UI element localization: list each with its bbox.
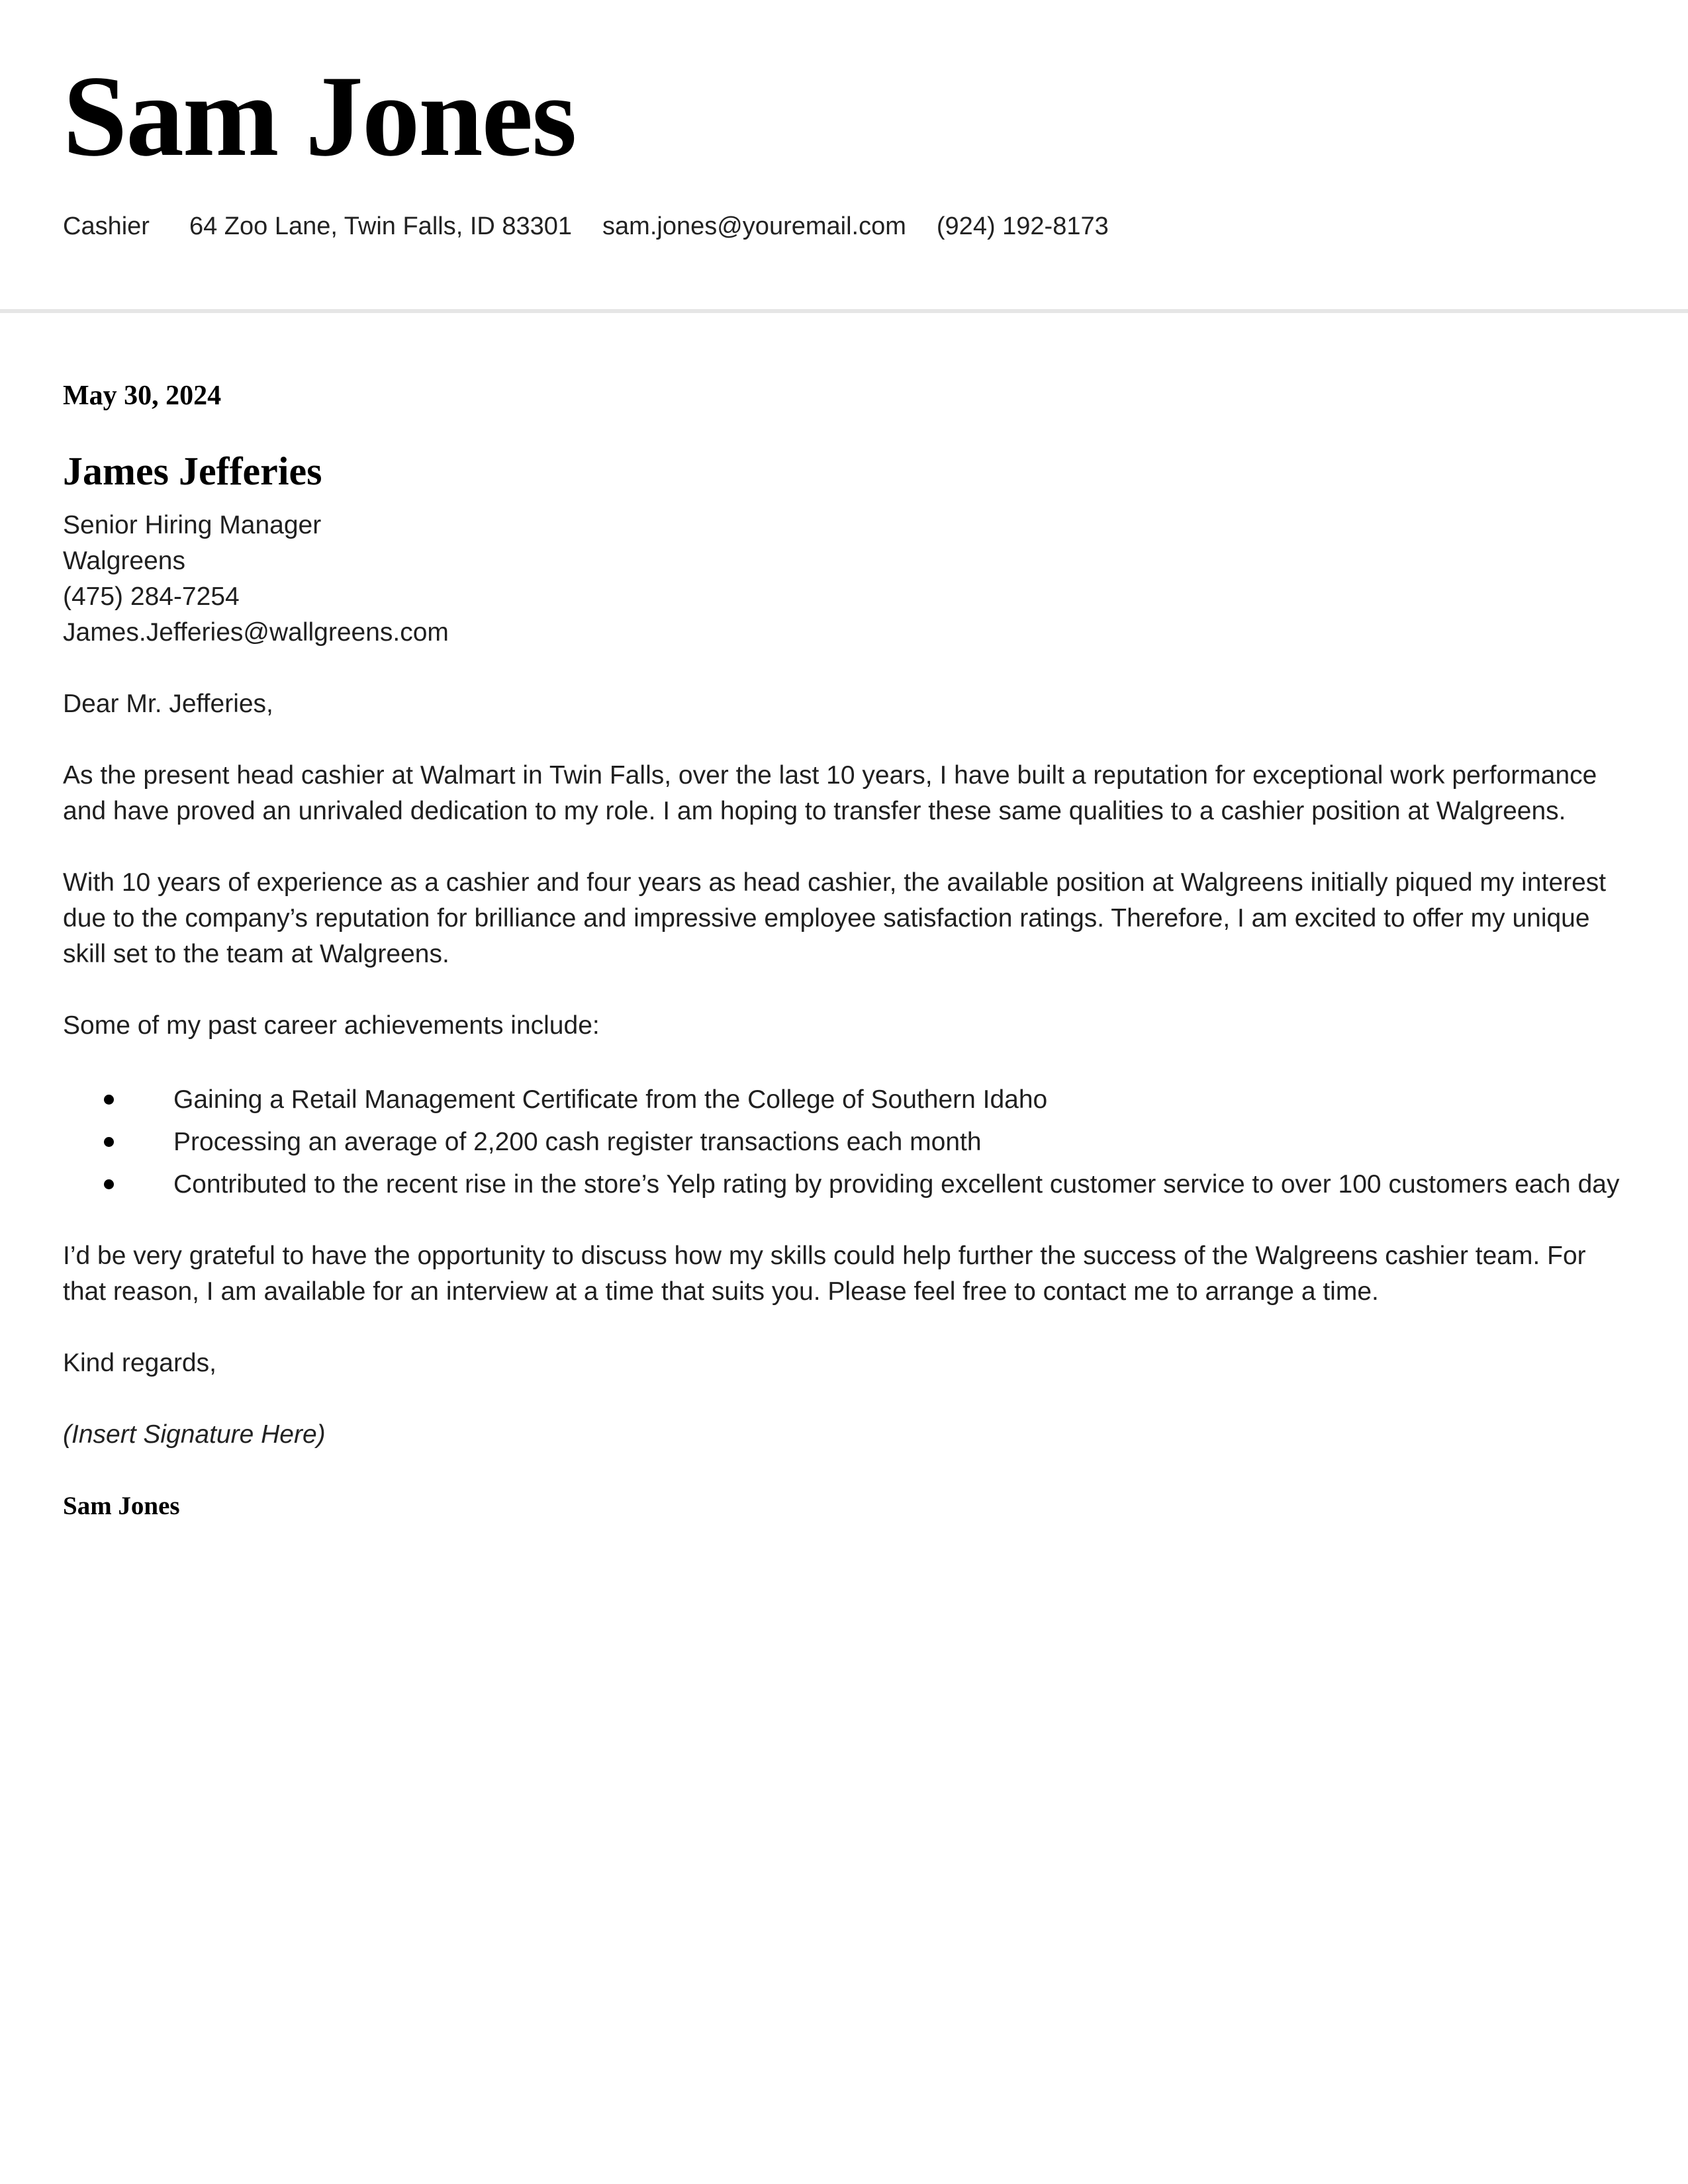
contact-info-row — [63, 211, 1625, 242]
paragraph-experience: With 10 years of experience as a cashier and four years as head cashier, the available position at Walgreens initially piqued my interest due to the company’s reputation for brilliance and impressive employee satisfaction ratings. Therefore, I am excited to offer my unique skill set to the team at Walgreens. — [63, 868, 1607, 968]
applicant-address: 64 Zoo Lane, Twin Falls, ID 83301 — [189, 212, 573, 240]
applicant-email: sam.jones@youremail.com — [602, 212, 906, 240]
salutation: Dear Mr. Jefferies, — [63, 690, 273, 718]
recipient-phone: (475) 284-7254 — [63, 582, 240, 611]
signature-name: Sam Jones — [63, 1492, 180, 1520]
recipient-email: James.Jefferies@wallgreens.com — [63, 618, 449, 647]
letter-paragraphs — [63, 686, 1625, 1524]
paragraph-achievements-lead: Some of my past career achievements include: — [63, 1011, 600, 1040]
achievements-list — [63, 1082, 1625, 1203]
applicant-role: Cashier — [63, 212, 150, 240]
recipient-title: Senior Hiring Manager — [63, 511, 322, 539]
list-item: Contributed to the recent rise in the store’s Yelp rating by providing excellent customer service to over 100 customers each day — [173, 1167, 1625, 1203]
signature-placeholder: (Insert Signature Here) — [63, 1420, 326, 1449]
letter-body — [0, 379, 1688, 1524]
letter-header — [0, 52, 1688, 242]
recipient-name-heading: James Jefferies — [63, 449, 322, 493]
list-item: Processing an average of 2,200 cash register transactions each month — [173, 1124, 1625, 1160]
paragraph-closing: I’d be very grateful to have the opportunity to discuss how my skills could help further the success of the Walgreens cashier team. For that reason, I am available for an interview at a time that suits you. Please feel free to contact me to arrange a time. — [63, 1242, 1586, 1306]
header-divider — [0, 309, 1688, 313]
list-item: Gaining a Retail Management Certificate from the College of Southern Idaho — [173, 1082, 1625, 1118]
applicant-phone: (924) 192-8173 — [936, 212, 1109, 240]
recipient-details — [63, 508, 1625, 651]
paragraph-intro: As the present head cashier at Walmart in Twin Falls, over the last 10 years, I have built a reputation for exceptional work performance and have proved an unrivaled dedication to my role. I am hoping to transfer these same qualities to a cashier position at Walgreens. — [63, 761, 1597, 825]
recipient-company: Walgreens — [63, 547, 185, 575]
signoff: Kind regards, — [63, 1349, 216, 1377]
applicant-name-heading: Sam Jones — [63, 52, 576, 180]
letter-date: May 30, 2024 — [63, 381, 222, 411]
